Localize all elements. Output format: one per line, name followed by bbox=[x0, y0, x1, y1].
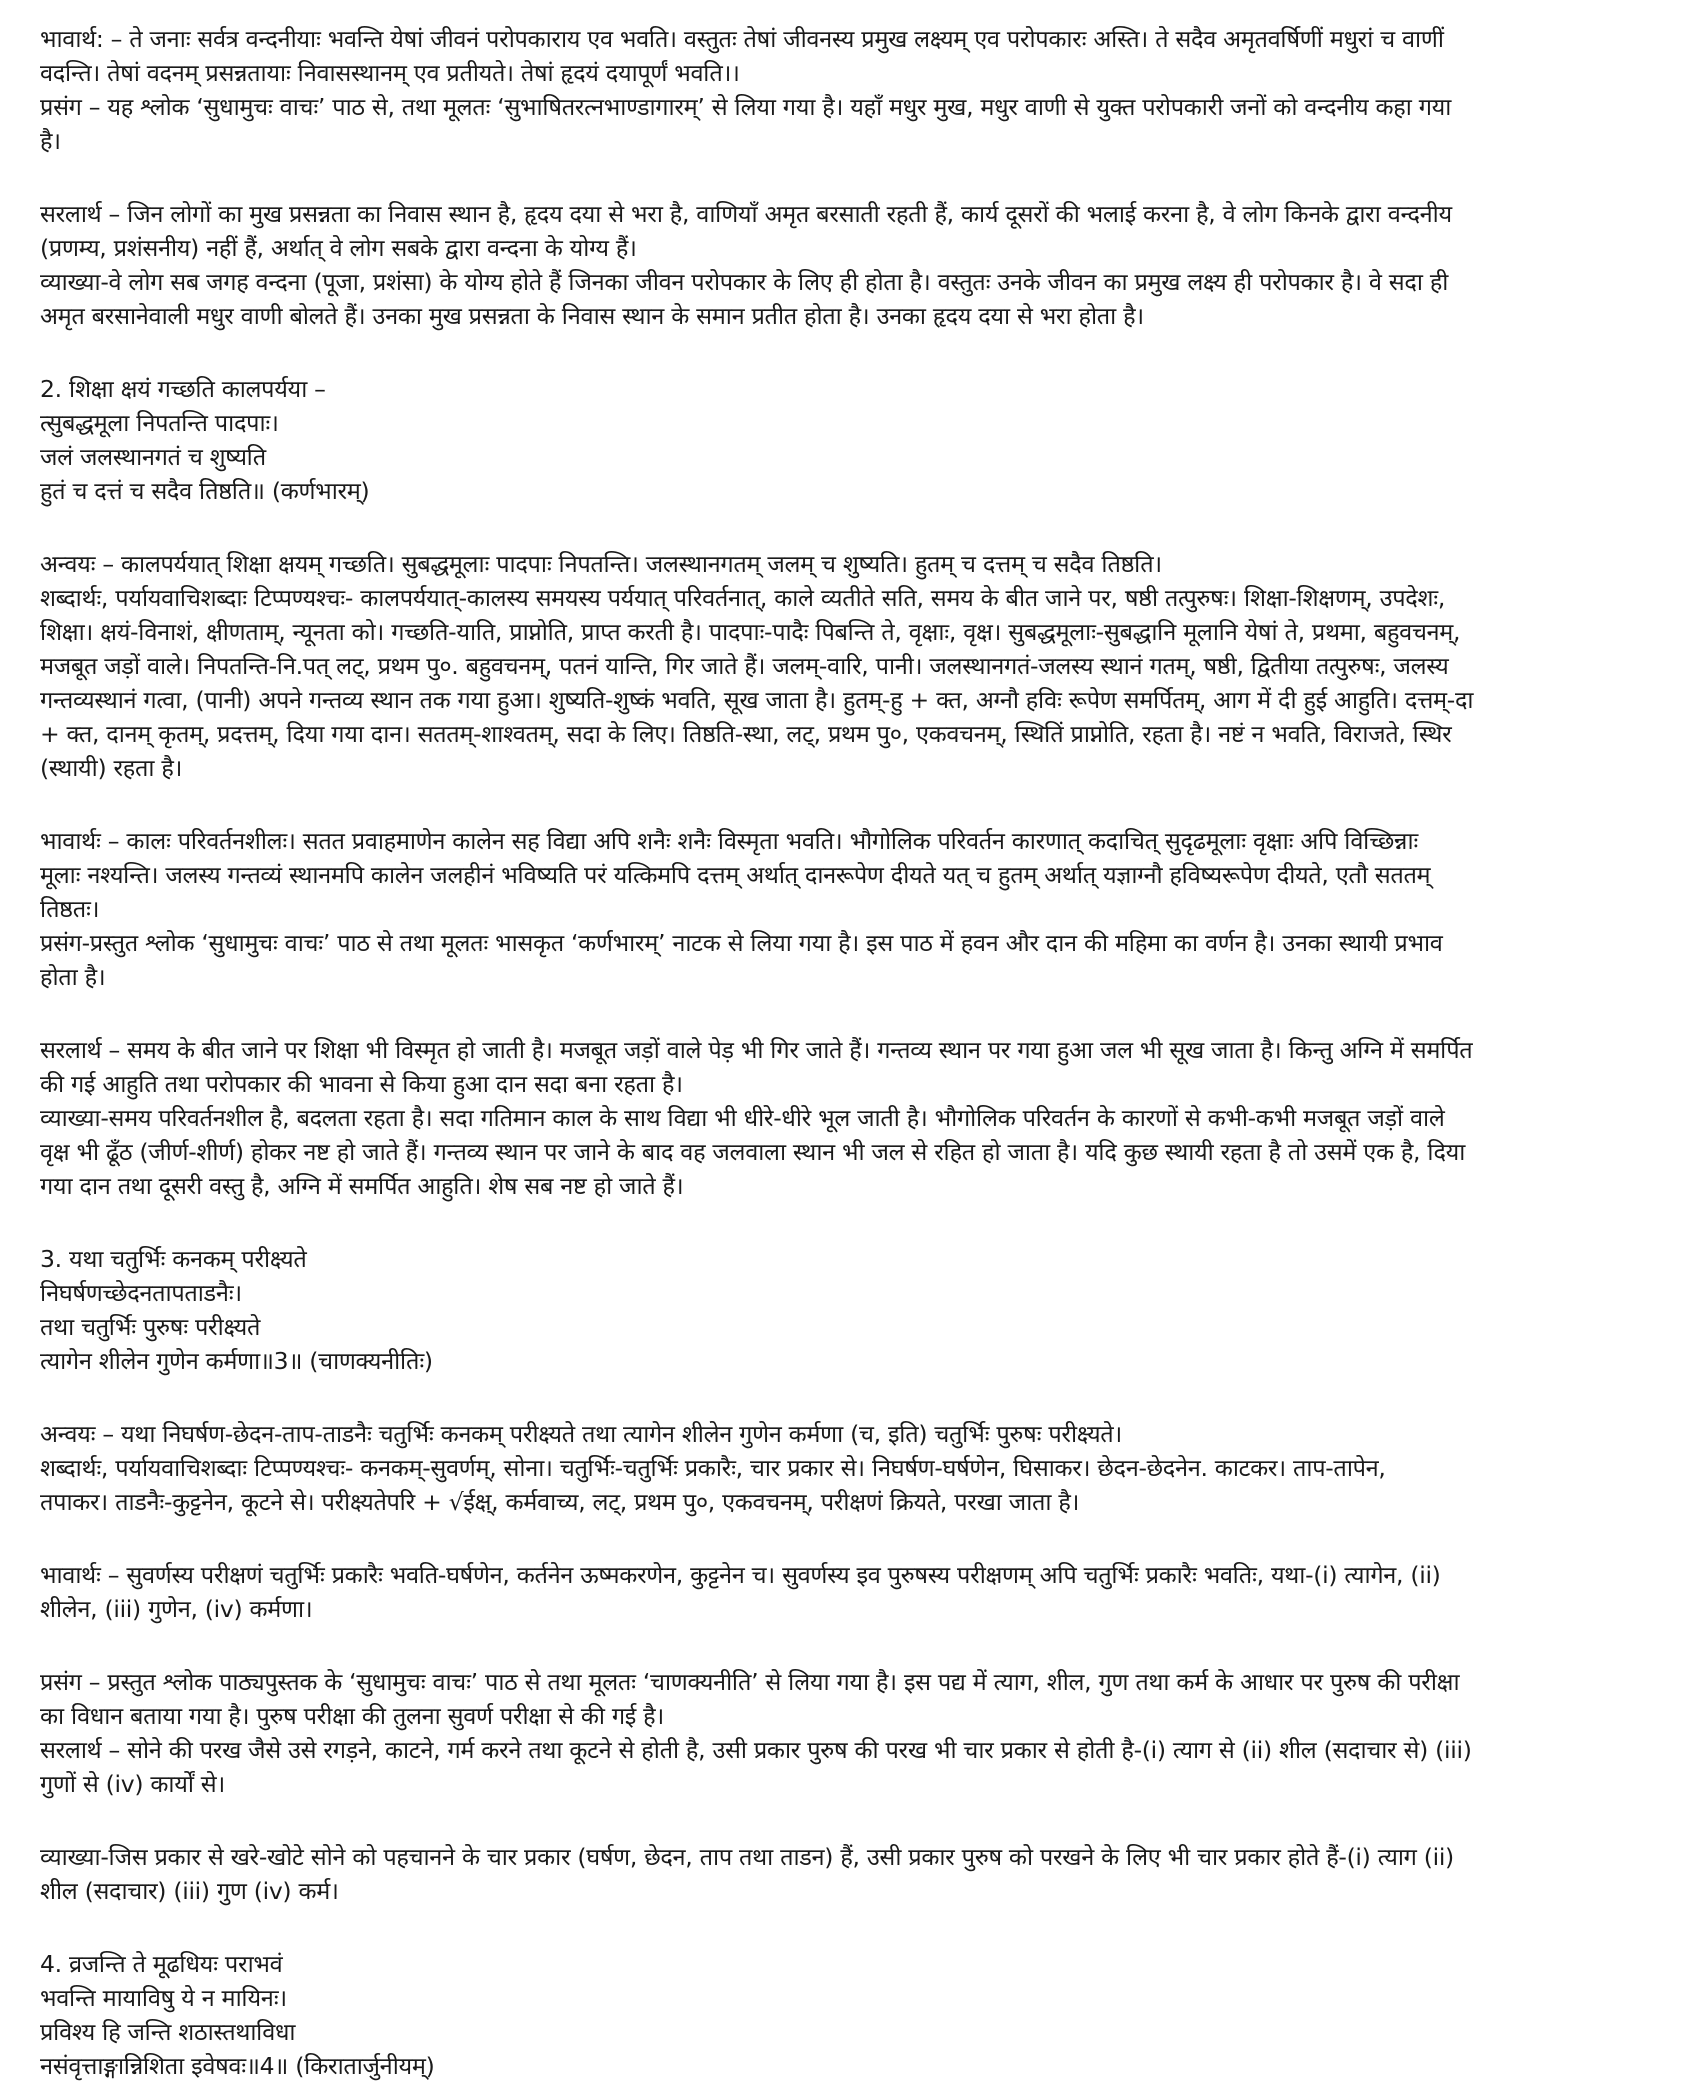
text-line: प्रसंग – यह श्लोक ‘सुधामुचः वाचः’ पाठ से, तथा मूलतः ‘सुभाषितरत्नभाण्डागारम्’ से लिया गया है। यहाँ मधुर मुख, मधुर वाणी से युक्त परोपकारी जनों को वन्दनीय कहा गया bbox=[40, 93, 1452, 121]
text-line: भावार्थः – कालः परिवर्तनशीलः। सतत प्रवाहमाणेन कालेन सह विद्या अपि शनैः शनैः विस्मृता भवति। भौगोलिक परिवर्तन कारणात् कदाचित् सुदृढमूलाः वृक्षाः अपि विच्छिन्नाः bbox=[40, 827, 1418, 855]
text-line: प्रसंग – प्रस्तुत श्लोक पाठ्यपुस्तक के ‘सुधामुचः वाचः’ पाठ से तथा मूलतः ‘चाणक्यनीति’ से लिया गया है। इस पद्य में त्याग, शील, गुण तथा कर्म के आधार पर पुरुष की परीक्षा bbox=[40, 1668, 1460, 1696]
text-line: मजबूत जड़ों वाले। निपतन्ति-नि.पत् लट्, प्रथम पु०. बहुवचनम्, पतनं यान्ति, गिर जाते हैं। जलम्-वारि, पानी। जलस्थानगतं-जलस्य स्थानं गतम्, षष्ठी, द्वितीया तत्पुरुषः, जलस्य bbox=[40, 652, 1449, 680]
text-line: गया दान तथा दूसरी वस्तु है, अग्नि में समर्पित आहुति। शेष सब नष्ट हो जाते हैं। bbox=[40, 1172, 684, 1200]
text-line: तथा चतुर्भिः पुरुषः परीक्ष्यते bbox=[40, 1313, 261, 1341]
text-line: सरलार्थ – समय के बीत जाने पर शिक्षा भी विस्मृत हो जाती है। मजबूत जड़ों वाले पेड़ भी गिर जाते हैं। गन्तव्य स्थान पर गया हुआ जल भी सूख जाता है। किन्तु अग्नि में समर्पित bbox=[40, 1036, 1473, 1064]
text-block bbox=[40, 197, 1700, 333]
text-line: तपाकर। ताडनैः-कुट्टनेन, कूटने से। परीक्ष्यतेपरि + √ईक्ष्, कर्मवाच्य, लट्, प्रथम पु०, एकवचनम्, परीक्षणं क्रियते, परखा जाता है। bbox=[40, 1488, 1080, 1516]
text-line: प्रविश्य हि जन्ति शठास्तथाविधा bbox=[40, 2018, 296, 2046]
text-block bbox=[40, 1665, 1700, 1801]
text-line: गन्तव्यस्थानं गत्वा, (पानी) अपने गन्तव्य स्थान तक गया हुआ। शुष्यति-शुष्कं भवति, सूख जाता है। हुतम्-हु + क्त, अग्नौ हविः रूपेण समर्पितम्, आग में दी हुई आहुति। दत्तम्-दा bbox=[40, 686, 1474, 714]
text-line: वृक्ष भी ढूँठ (जीर्ण-शीर्ण) होकर नष्ट हो जाते हैं। गन्तव्य स्थान पर जाने के बाद वह जलवाला स्थान भी जल से रहित हो जाता है। यदि कुछ स्थायी रहता है तो उसमें एक है, दिया bbox=[40, 1138, 1466, 1166]
text-line: अमृत बरसानेवाली मधुर वाणी बोलते हैं। उनका मुख प्रसन्नता के निवास स्थान के समान प्रतीत होता है। उनका हृदय दया से भरा होता है। bbox=[40, 302, 1144, 330]
text-line: प्रसंग-प्रस्तुत श्लोक ‘सुधामुचः वाचः’ पाठ से तथा मूलतः भासकृत ‘कर्णभारम्’ नाटक से लिया गया है। इस पाठ में हवन और दान की महिमा का वर्णन है। उनका स्थायी प्रभाव bbox=[40, 929, 1443, 957]
text-line: (प्रणम्य, प्रशंसनीय) नहीं हैं, अर्थात् वे लोग सबके द्वारा वन्दना के योग्य हैं। bbox=[40, 234, 637, 262]
text-line: का विधान बताया गया है। पुरुष परीक्षा की तुलना सुवर्ण परीक्षा से की गई है। bbox=[40, 1702, 664, 1730]
text-line: 4. व्रजन्ति ते मूढधियः पराभवं bbox=[40, 1950, 283, 1978]
text-line: शब्दार्थः, पर्यायवाचिशब्दाः टिप्पण्यश्चः- कालपर्ययात्-कालस्य समयस्य पर्ययात् परिवर्तनात्, काले व्यतीते सति, समय के बीत जाने पर, षष्ठी तत्पुरुषः। शिक्षा-शिक्षणम्, उपदेशः, bbox=[40, 584, 1446, 612]
text-block bbox=[40, 547, 1700, 785]
text-line: हुतं च दत्तं च सदैव तिष्ठति॥ (कर्णभारम्) bbox=[40, 477, 370, 505]
text-line: 2. शिक्षा क्षयं गच्छति कालपर्यया – bbox=[40, 375, 326, 403]
text-block bbox=[40, 1417, 1700, 1519]
text-block bbox=[40, 372, 1700, 508]
text-line: तिष्ठतः। bbox=[40, 895, 100, 923]
text-line: की गई आहुति तथा परोपकार की भावना से किया हुआ दान सदा बना रहता है। bbox=[40, 1070, 683, 1098]
text-line: 3. यथा चतुर्भिः कनकम् परीक्ष्यते bbox=[40, 1245, 307, 1273]
text-line: भावार्थ: – ते जनाः सर्वत्र वन्दनीयाः भवन्ति येषां जीवनं परोपकाराय एव भवति। वस्तुतः तेषां जीवनस्य प्रमुख लक्ष्यम् एव परोपकारः अस्ति। ते सदैव अमृतवर्षिणीं मधुरां च वाणीं bbox=[40, 25, 1444, 53]
text-line: व्याख्या-समय परिवर्तनशील है, बदलता रहता है। सदा गतिमान काल के साथ विद्या भी धीरे-धीरे भूल जाती है। भौगोलिक परिवर्तन के कारणों से कभी-कभी मजबूत जड़ों वाले bbox=[40, 1104, 1445, 1132]
text-line: त्यागेन शीलेन गुणेन कर्मणा॥3॥ (चाणक्यनीतिः) bbox=[40, 1347, 433, 1375]
text-line: त्सुबद्धमूला निपतन्ति पादपाः। bbox=[40, 409, 279, 437]
text-line: गुणों से (iv) कार्यों से। bbox=[40, 1770, 225, 1798]
text-line: निघर्षणच्छेदनतापताडनैः। bbox=[40, 1279, 242, 1307]
text-line: सरलार्थ – सोने की परख जैसे उसे रगड़ने, काटने, गर्म करने तथा कूटने से होती है, उसी प्रकार पुरुष की परख भी चार प्रकार से होती है-(i) त्याग से (ii) शील (सदाचार से) (iii) bbox=[40, 1736, 1472, 1764]
text-line: अन्वयः – यथा निघर्षण-छेदन-ताप-ताडनैः चतुर्भिः कनकम् परीक्ष्यते तथा त्यागेन शीलेन गुणेन कर्मणा (च, इति) चतुर्भिः पुरुषः परीक्ष्यते। bbox=[40, 1420, 1122, 1448]
text-line: शीलेन, (iii) गुणेन, (iv) कर्मणा। bbox=[40, 1595, 313, 1623]
text-block bbox=[40, 1242, 1700, 1378]
text-block bbox=[40, 824, 1700, 994]
text-line: भावार्थः – सुवर्णस्य परीक्षणं चतुर्भिः प्रकारैः भवति-घर्षणेन, कर्तनेन ऊष्मकरणेन, कुट्टनेन च। सुवर्णस्य इव पुरुषस्य परीक्षणम् अपि चतुर्भिः प्रकारैः भवतिः, यथा-(i) त्यागेन, (ii) bbox=[40, 1561, 1441, 1589]
text-line: नसंवृत्ताङ्गान्निशिता इवेषवः॥4॥ (किरातार्जुनीयम्) bbox=[40, 2052, 435, 2080]
text-block bbox=[40, 22, 1700, 158]
text-line: मूलाः नश्यन्ति। जलस्य गन्तव्यं स्थानमपि कालेन जलहीनं भविष्यति परं यत्किमपि दत्तम् अर्थात् दानरूपेण दीयते यत् च हुतम् अर्थात् यज्ञाग्नौ हविष्यरूपेण दीयते, एतौ सततम् bbox=[40, 861, 1431, 889]
text-line: होता है। bbox=[40, 963, 106, 991]
text-line: व्याख्या-वे लोग सब जगह वन्दना (पूजा, प्रशंसा) के योग्य होते हैं जिनका जीवन परोपकार के लिए ही होता है। वस्तुतः उनके जीवन का प्रमुख लक्ष्य ही परोपकार है। वे सदा ही bbox=[40, 268, 1449, 296]
text-line: शील (सदाचार) (iii) गुण (iv) कर्म। bbox=[40, 1877, 339, 1905]
text-line: शिक्षा। क्षयं-विनाशं, क्षीणताम्, न्यूनता को। गच्छति-याति, प्राप्नोति, प्राप्त करती है। पादपाः-पादैः पिबन्ति ते, वृक्षाः, वृक्ष। सुबद्धमूलाः-सुबद्धानि मूलानि येषां ते, प्रथमा, बहुवचनम्, bbox=[40, 618, 1461, 646]
text-line: वदन्ति। तेषां वदनम् प्रसन्नतायाः निवासस्थानम् एव प्रतीयते। तेषां हृदयं दयापूर्णं भवति।। bbox=[40, 59, 740, 87]
text-line: भवन्ति मायाविषु ये न मायिनः। bbox=[40, 1984, 287, 2012]
text-line: + क्त, दानम् कृतम्, प्रदत्तम्, दिया गया दान। सततम्-शाश्वतम्, सदा के लिए। तिष्ठति-स्था, लट्, प्रथम पु०, एकवचनम्, स्थितिं प्राप्नोति, रहता है। नष्टं न भवति, विराजते, स्थिर bbox=[40, 720, 1452, 748]
text-block bbox=[40, 1033, 1700, 1203]
text-block bbox=[40, 1947, 1700, 2083]
text-line: अन्वयः – कालपर्ययात् शिक्षा क्षयम् गच्छति। सुबद्धमूलाः पादपाः निपतन्ति। जलस्थानगतम् जलम् च शुष्यति। हुतम् च दत्तम् च सदैव तिष्ठति। bbox=[40, 550, 1162, 578]
text-line: है। bbox=[40, 127, 61, 155]
text-line: शब्दार्थः, पर्यायवाचिशब्दाः टिप्पण्यश्चः- कनकम्-सुवर्णम्, सोना। चतुर्भिः-चतुर्भिः प्रकारैः, चार प्रकार से। निघर्षण-घर्षणेन, घिसाकर। छेदन-छेदनेन. काटकर। ताप-तापेन, bbox=[40, 1454, 1386, 1482]
text-line: जलं जलस्थानगतं च शुष्यति bbox=[40, 443, 266, 471]
text-block bbox=[40, 1840, 1700, 1908]
text-block bbox=[40, 1558, 1700, 1626]
text-line: (स्थायी) रहता है। bbox=[40, 754, 183, 782]
text-line: सरलार्थ – जिन लोगों का मुख प्रसन्नता का निवास स्थान है, हृदय दया से भरा है, वाणियाँ अमृत बरसाती रहती हैं, कार्य दूसरों की भलाई करना है, वे लोग किनके द्वारा वन्दनीय bbox=[40, 200, 1452, 228]
text-line: व्याख्या-जिस प्रकार से खरे-खोटे सोने को पहचानने के चार प्रकार (घर्षण, छेदन, ताप तथा ताडन) हैं, उसी प्रकार पुरुष को परखने के लिए भी चार प्रकार होते हैं-(i) त्याग (ii) bbox=[40, 1843, 1454, 1871]
